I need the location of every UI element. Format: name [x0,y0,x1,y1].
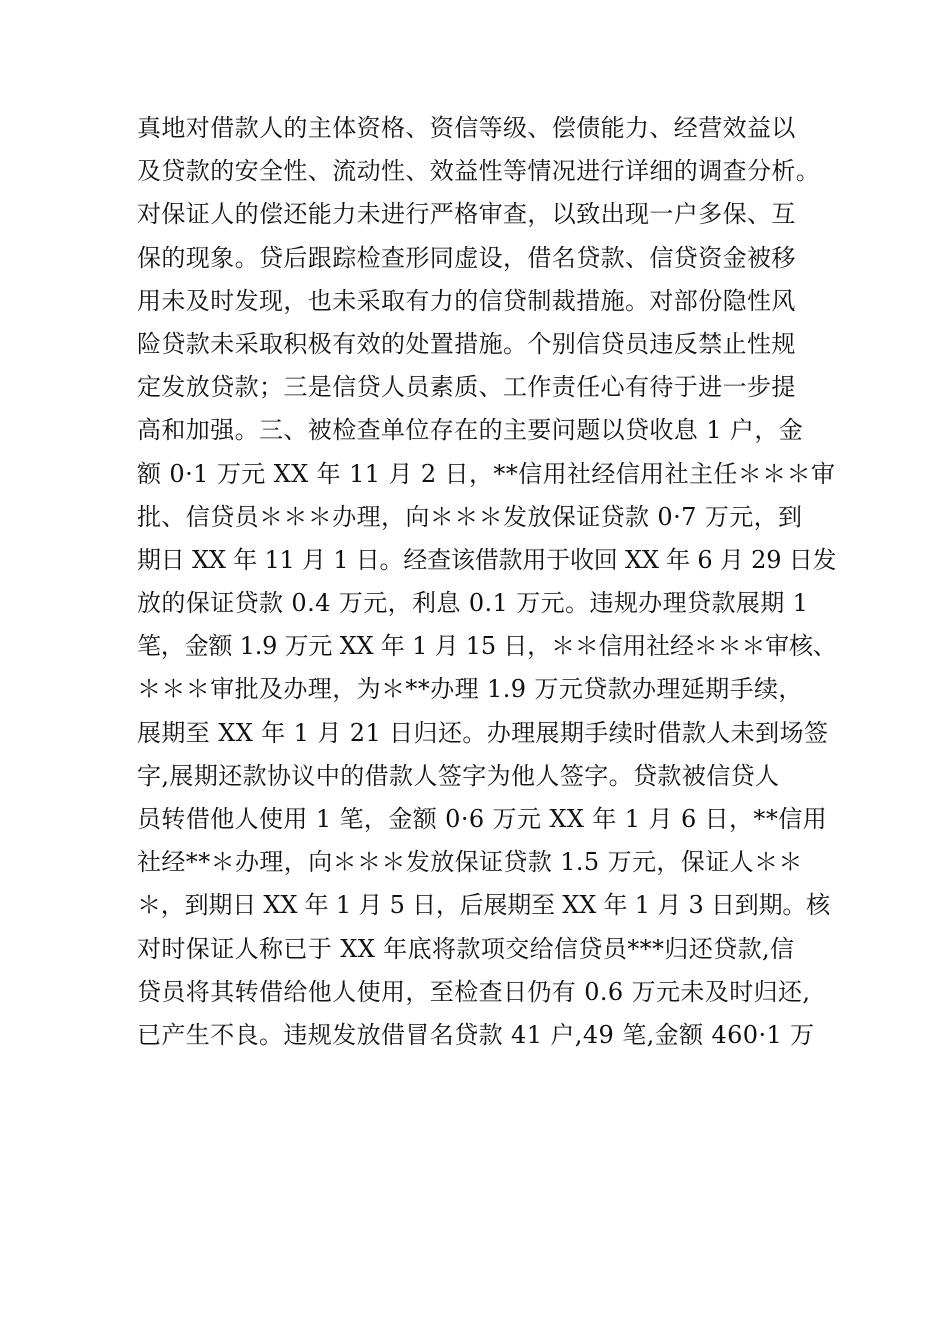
text-line: 对时保证人称已于 XX 年底将款项交给信贷员***归还贷款,信 [137,934,795,963]
text-line: 对保证人的偿还能力未进行严格审查，以致出现一户多保、互 [137,200,796,229]
text-line: ＊＊＊审批及办理，为＊**办理 1.9 万元贷款办理延期手续， [137,675,803,704]
text-line: 批、信贷员＊＊＊办理，向＊＊＊发放保证贷款 0·7 万元，到 [137,502,803,531]
text-line: ＊，到期日 XX 年 1 月 5 日，后展期至 XX 年 1 月 3 日到期。核 [137,891,830,920]
text-line: 定发放贷款；三是信贷人员素质、工作责任心有待于进一步提 [137,373,796,402]
text-line: 高和加强。三、被检查单位存在的主要问题以贷收息 1 户，金 [137,416,804,445]
body-paragraph [137,107,837,1057]
text-line: 笔，金额 1.9 万元 XX 年 1 月 15 日，＊＊信用社经＊＊＊审核、 [137,632,837,661]
text-line: 已产生不良。违规发放借冒名贷款 41 户,49 笔,金额 460·1 万 [137,1020,815,1049]
text-line: 用未及时发现，也未采取有力的信贷制裁措施。对部份隐性风 [137,286,796,315]
text-line: 放的保证贷款 0.4 万元，利息 0.1 万元。违规办理贷款展期 1 [137,589,809,618]
text-line: 额 0·1 万元 XX 年 11 月 2 日，**信用社经信用社主任＊＊＊审 [137,459,836,488]
text-line: 期日 XX 年 11 月 1 日。经查该借款用于收回 XX 年 6 月 29 日发 [137,545,837,574]
text-line: 及贷款的安全性、流动性、效益性等情况进行详细的调查分析。 [137,157,821,186]
text-line: 展期至 XX 年 1 月 21 日归还。办理展期手续时借款人未到场签 [137,718,829,747]
text-line: 员转借他人使用 1 笔，金额 0·6 万元 XX 年 1 月 6 日，**信用 [137,805,828,833]
text-line: 真地对借款人的主体资格、资信等级、偿债能力、经营效益以 [137,114,796,142]
text-line: 社经**＊办理，向＊＊＊发放保证贷款 1.5 万元，保证人＊＊ [137,848,803,877]
text-line: 贷员将其转借给他人使用，至检查日仍有 0.6 万元未及时归还, [137,977,811,1006]
text-line: 字,展期还款协议中的借款人签字为他人签字。贷款被信贷人 [137,761,780,790]
text-line: 保的现象。贷后跟踪检查形同虚设，借名贷款、信贷资金被移 [137,243,796,272]
text-line: 险贷款未采取积极有效的处置措施。个别信贷员违反禁止性规 [137,329,796,358]
